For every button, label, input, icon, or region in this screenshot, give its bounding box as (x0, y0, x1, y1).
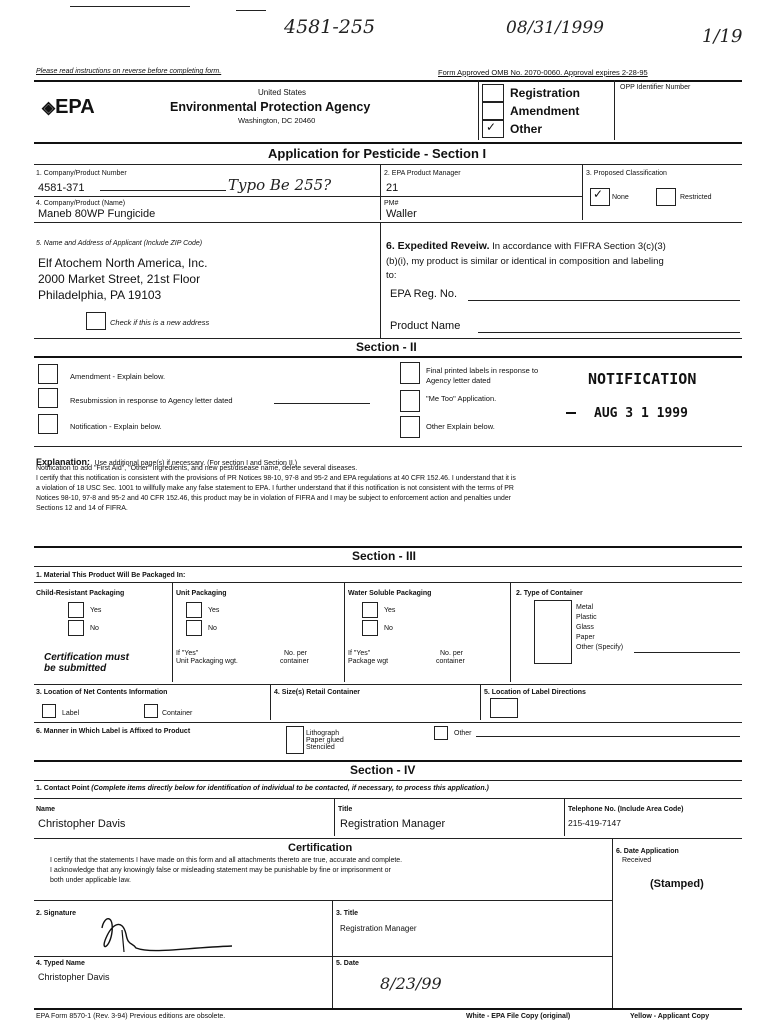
signature-label: 2. Signature (36, 910, 77, 917)
company-product-number-label: 1. Company/Product Number (36, 170, 127, 177)
container-metal: Metal (576, 604, 594, 611)
telephone-label: Telephone No. (Include Area Code) (568, 806, 684, 813)
unit-packaging-yes: Yes (208, 607, 220, 614)
amendment-explain-checkbox[interactable] (38, 364, 58, 384)
address-line1: Elf Atochem North America, Inc. (38, 256, 208, 270)
label-affixed-label: 6. Manner in Which Label is Affixed to Product (36, 728, 191, 735)
form-title: Application for Pesticide - Section I (268, 146, 487, 161)
option-other: Other (510, 122, 543, 136)
explanation-line2: I certify that this notification is consistent with the provisions of PR Notices 98-10, 97-8 and 95-2 and EPA regulations at 40 CFR 152.46. I understand that it is (36, 475, 516, 482)
container-glass: Glass (576, 624, 594, 631)
child-resistant-no-checkbox[interactable] (68, 620, 84, 636)
epa-logo: ◈EPA (42, 96, 95, 118)
container-plastic: Plastic (576, 614, 597, 621)
unit-packaging-label: Unit Packaging (176, 590, 227, 597)
option-amendment: Amendment (510, 104, 580, 118)
date-label: 5. Date (336, 960, 359, 967)
container-type-label: 2. Type of Container (516, 590, 583, 597)
container-type-checkboxes[interactable] (534, 600, 572, 664)
handwritten-signature-date: 8/23/99 (380, 974, 442, 993)
other-explain-checkbox[interactable] (400, 416, 420, 438)
unit-packaging-yes-checkbox[interactable] (186, 602, 202, 618)
notification-label: Notification - Explain below. (70, 422, 162, 431)
title3-value: Registration Manager (340, 924, 417, 933)
company-product-number: 4581-371 (38, 182, 85, 194)
label-checkbox[interactable] (42, 704, 56, 718)
child-resistant-no: No (90, 625, 99, 632)
epa-reg-no-label: EPA Reg. No. (390, 288, 458, 300)
container-paper: Paper (576, 634, 595, 641)
explanation-line1: Notification to add "First Aid", "Other" Ingredients, and new pest/disease name, delete several diseases. (36, 465, 358, 472)
title-label: Title (338, 806, 353, 813)
epa-logo-icon: ◈ (42, 98, 56, 117)
certification-line1: I certify that the statements I have made on this form and all attachments thereto are true, accurate and complete. (50, 857, 403, 864)
product-manager: 21 (386, 182, 399, 194)
form-approved: Form Approved OMB No. 2070-0060. Approval expires 2-28-95 (438, 68, 648, 77)
section-3-title: Section - III (352, 549, 417, 563)
me-too-label: "Me Too" Application. (426, 394, 497, 403)
affix-other-checkbox[interactable] (434, 726, 448, 740)
typed-name: Christopher Davis (38, 972, 110, 982)
child-resistant-yes: Yes (90, 607, 102, 614)
registration-checkbox[interactable] (482, 84, 504, 102)
affix-paper-glued: Paper glued (306, 737, 344, 744)
me-too-checkbox[interactable] (400, 390, 420, 412)
amendment-explain-label: Amendment - Explain below. (70, 372, 166, 381)
opp-identifier-label: OPP Identifier Number (620, 84, 691, 91)
expedited-review-line2: (b)(i), my product is similar or identical in composition and labeling (386, 256, 664, 267)
net-contents-label-option: Label (62, 710, 80, 717)
water-soluble-no: No (384, 625, 393, 632)
agency-letter-label: Agency letter dated (426, 376, 491, 385)
handwritten-typo-note: Typo Be 255? (228, 176, 332, 194)
unit-packaging-no: No (208, 625, 217, 632)
water-no-per: No. per (440, 650, 463, 657)
handwritten-file-number: 4581-255 (284, 16, 376, 38)
restricted-checkbox[interactable] (656, 188, 676, 206)
handwritten-page: 1/19 (702, 26, 743, 47)
packaging-material-label: 1. Material This Product Will Be Packaged In: (36, 572, 186, 579)
affix-other: Other (454, 730, 472, 737)
new-address-checkbox[interactable] (86, 312, 106, 330)
agency-line1: United States (258, 88, 307, 97)
check-icon: ✓ (593, 187, 604, 201)
signature-mark (92, 908, 252, 956)
new-address-label: Check if this is a new address (110, 318, 210, 327)
retail-container-size-label: 4. Size(s) Retail Container (274, 689, 360, 696)
water-if-yes: If "Yes" (348, 650, 371, 657)
company-product-name-label: 4. Company/Product (Name) (36, 200, 126, 207)
resubmission-label: Resubmission in response to Agency letter dated (70, 396, 233, 405)
contact-name: Christopher Davis (38, 818, 126, 830)
handwritten-date: 08/31/1999 (506, 18, 604, 38)
container-other-specify: Other (Specify) (576, 644, 624, 651)
unit-container: container (280, 658, 309, 665)
affix-lithograph: Lithograph (306, 730, 340, 737)
label-directions-box[interactable] (490, 698, 518, 718)
contact-title: Registration Manager (340, 818, 446, 830)
child-resistant-yes-checkbox[interactable] (68, 602, 84, 618)
notification-stamp-date: AUG 3 1 1999 (594, 406, 688, 421)
pm-label: PM# (384, 200, 399, 207)
classification-none: None (612, 194, 629, 201)
affix-stenciled: Stenciled (306, 744, 335, 751)
certification-line2: I acknowledge that any knowingly false or misleading statement may be punishable by fine or imprisonment or (50, 867, 391, 874)
yellow-copy-note: Yellow - Applicant Copy (630, 1013, 710, 1020)
company-product-name: Maneb 80WP Fungicide (38, 208, 156, 220)
label-directions-label: 5. Location of Label Directions (484, 689, 586, 696)
stamped-label: (Stamped) (650, 878, 704, 890)
unit-if-yes: If "Yes" (176, 650, 199, 657)
unit-no-per: No. per (284, 650, 307, 657)
water-soluble-label: Water Soluble Packaging (348, 590, 432, 597)
proposed-classification-label: 3. Proposed Classification (586, 170, 667, 177)
explanation-line5: Sections 12 and 14 of FIFRA. (36, 505, 128, 512)
net-contents-container-option: Container (162, 710, 193, 717)
name-label: Name (36, 806, 56, 813)
water-soluble-yes: Yes (384, 607, 396, 614)
instructions-note: Please read instructions on reverse before completing form. (36, 68, 222, 75)
amendment-checkbox[interactable] (482, 102, 504, 120)
water-package-wgt: Package wgt (348, 658, 389, 665)
section-2-title: Section - II (356, 340, 417, 354)
explanation-heading: Explanation: Use additional page(s) if necessary. (For section I and Section II.) (36, 457, 298, 467)
child-resistant-label: Child-Resistant Packaging (36, 590, 125, 597)
option-registration: Registration (510, 86, 581, 100)
title3-label: 3. Title (336, 910, 359, 917)
explanation-line3: a violation of 18 USC Sec. 1001 to willfully make any false statement to EPA. I further understand that if this notification is not consistent with the terms of PR (36, 485, 514, 492)
product-name-label: Product Name (390, 320, 461, 332)
form-number: EPA Form 8570-1 (Rev. 3-94) Previous editions are obsolete. (36, 1013, 226, 1020)
agency-address: Washington, DC 20460 (238, 116, 316, 125)
white-copy-note: White - EPA File Copy (original) (466, 1013, 571, 1020)
water-container: container (436, 658, 465, 665)
applicant-address-label: 5. Name and Address of Applicant (Include ZIP Code) (36, 240, 203, 247)
telephone-number: 215-419-7147 (568, 818, 621, 828)
unit-packaging-wgt: Unit Packaging wgt. (176, 658, 238, 665)
explanation-line4: Notices 98-10, 97-8 and 95-2 and 40 CFR 152.46, this product may be in violation of FIFRA and I may be subject to enforcement action and penalties under (36, 495, 511, 502)
received-label: Received (622, 857, 652, 864)
section-4-title: Section - IV (350, 763, 416, 777)
certification-line3: both under applicable law. (50, 877, 131, 884)
water-soluble-yes-checkbox[interactable] (362, 602, 378, 618)
affix-method-checkbox[interactable] (286, 726, 304, 754)
final-printed-checkbox[interactable] (400, 362, 420, 384)
resubmission-checkbox[interactable] (38, 388, 58, 408)
address-line2: 2000 Market Street, 21st Floor (38, 272, 201, 286)
agency-name: Environmental Protection Agency (170, 100, 371, 114)
certification-note: Certification must be submitted (44, 652, 130, 674)
final-printed-label: Final printed labels in response to (426, 366, 539, 375)
unit-packaging-no-checkbox[interactable] (186, 620, 202, 636)
expedited-review: 6. Expedited Reveiw. In accordance with FIFRA Section 3(c)(3) (386, 240, 666, 252)
typed-name-label: 4. Typed Name (36, 960, 85, 967)
product-manager-label: 2. EPA Product Manager (384, 170, 461, 177)
pm-value: Waller (386, 208, 417, 220)
expedited-review-line3: to: (386, 270, 397, 281)
contact-point: 1. Contact Point (Complete items directly below for identification of individual to be contacted, if necessary, to process this application.) (36, 785, 489, 792)
check-icon: ✓ (486, 120, 497, 134)
notification-checkbox[interactable] (38, 414, 58, 434)
container-checkbox[interactable] (144, 704, 158, 718)
net-contents-label: 3. Location of Net Contents Information (36, 689, 168, 696)
date-application-label: 6. Date Application (616, 848, 679, 855)
certification-title: Certification (288, 842, 353, 854)
classification-restricted: Restricted (680, 194, 712, 201)
notification-stamp: NOTIFICATION (588, 370, 697, 388)
address-line3: Philadelphia, PA 19103 (38, 288, 162, 302)
water-soluble-no-checkbox[interactable] (362, 620, 378, 636)
other-explain-label: Other Explain below. (426, 422, 495, 431)
